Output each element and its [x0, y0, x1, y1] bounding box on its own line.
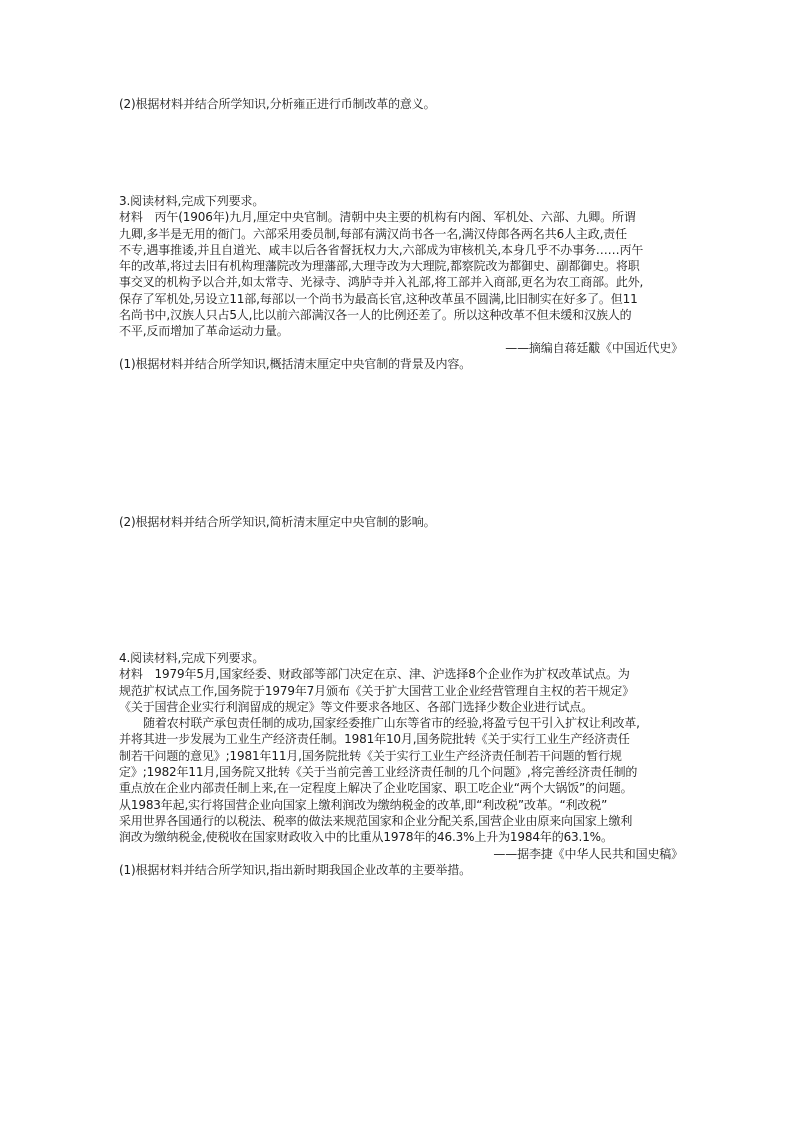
- q3-material-line: 材料 丙午(1906年)九月,厘定中央官制。清朝中央主要的机构有内阁、军机处、六部、九卿。所谓: [119, 210, 636, 225]
- q3-material-line: 九卿,多半是无用的衙门。六部采用委员制,每部有满汉尚书各一名,满汉侍郎各两名共6人主政,责任: [119, 226, 627, 241]
- q3-block: [119, 193, 683, 372]
- q4-material-line: 《关于国营企业实行利润留成的规定》等文件要求各地区、各部门选择少数企业进行试点。: [119, 699, 594, 714]
- q4-material-line: 规范扩权试点工作,国务院于1979年7月颁布《关于扩大国营工业企业经营管理自主权的若干规定》: [119, 683, 635, 698]
- q3-part2-block: [119, 514, 683, 530]
- q4-material-line: 并将其进一步发展为工业生产经济责任制。1981年10月,国务院批转《关于实行工业生产经济责任: [119, 732, 630, 747]
- q2-part2-prompt: [119, 96, 683, 112]
- q4-part1-prompt: (1)根据材料并结合所学知识,指出新时期我国企业改革的主要举措。: [119, 862, 472, 877]
- q4-heading: 4.阅读材料,完成下列要求。: [119, 651, 265, 665]
- q4-material-line: 重点放在企业内部责任制上来,在一定程度上解决了企业吃国家、职工吃企业“两个大锅饭”的问题。: [119, 781, 633, 796]
- q3-material-line: 事交叉的机构予以合并,如太常寺、光禄寺、鸿胪寺并入礼部,将工部并入商部,更名为农工商部。此外,: [119, 275, 644, 290]
- q2-part2-text: (2)根据材料并结合所学知识,分析雍正进行币制改革的意义。: [119, 97, 436, 111]
- q3-material-line: 不专,遇事推诿,并且自道光、咸丰以后各省督抚权力大,六部成为审核机关,本身几乎不办事务……丙午: [119, 242, 644, 257]
- q4-material-line: 采用世界各国通行的以税法、税率的做法来规范国家和企业分配关系,国营企业由原来向国家上缴利: [119, 813, 633, 828]
- q3-heading: 3.阅读材料,完成下列要求。: [119, 194, 265, 208]
- q3-part1-prompt: (1)根据材料并结合所学知识,概括清末厘定中央官制的背景及内容。: [119, 356, 472, 371]
- q4-material-line: 材料 1979年5月,国家经委、财政部等部门决定在京、津、沪选择8个企业作为扩权改革试点。为: [119, 667, 630, 682]
- q4-material-line: 随着农村联产承包责任制的成功,国家经委推广山东等省市的经验,将盈亏包干引入扩权让利改革,: [143, 716, 640, 731]
- q3-part2-prompt: (2)根据材料并结合所学知识,简析清末厘定中央官制的影响。: [119, 515, 436, 529]
- q3-material-line: 保存了军机处,另设立11部,每部以一个尚书为最高长官,这种改革虽不圆满,比旧制实在好多了。但11: [119, 291, 638, 306]
- q4-source-citation: ——据李捷《中华人民共和国史稿》: [493, 846, 683, 861]
- q4-block: [119, 650, 683, 878]
- q4-material-line: 润改为缴纳税金,使税收在国家财政收入中的比重从1978年的46.3%上升为1984年的63.1%。: [119, 830, 613, 845]
- q4-material-line: 从1983年起,实行将国营企业向国家上缴利润改为缴纳税金的改革,即“利改税”改革。“利改税”: [119, 797, 608, 812]
- q3-material-line: 名尚书中,汉族人只占5人,比以前六部满汉各一人的比例还差了。所以这种改革不但未缓和汉族人的: [119, 308, 632, 323]
- q4-material-line: 定》;1982年11月,国务院又批转《关于当前完善工业经济责任制的几个问题》,将完善经济责任制的: [119, 765, 638, 780]
- q3-material-line: 不平,反而增加了革命运动力量。: [119, 324, 289, 339]
- q3-source-citation: ——摘编自蒋廷黻《中国近代史》: [505, 340, 683, 355]
- q4-material-line: 制若干问题的意见》;1981年11月,国务院批转《关于实行工业生产经济责任制若干问题的暂行规: [119, 748, 622, 763]
- q3-material-line: 年的改革,将过去旧有机构理藩院改为理藩部,大理寺改为大理院,都察院改为都御史、副都御史。将职: [119, 259, 640, 274]
